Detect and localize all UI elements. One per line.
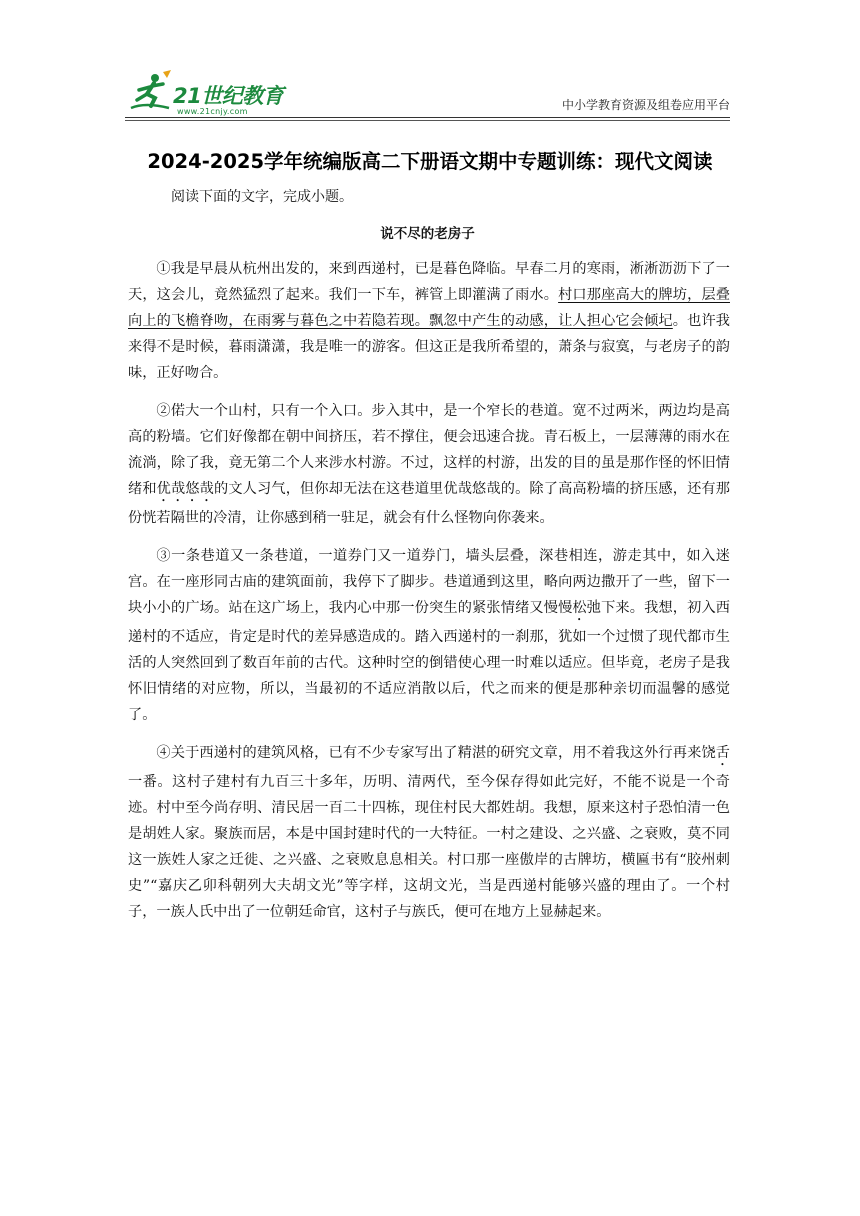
platform-label: 中小学教育资源及组卷应用平台: [561, 98, 730, 112]
logo: [125, 68, 295, 118]
p4-text-a: ④关于西递村的建筑风格，已有不少专家写出了精湛的研究文章，用不着我这外行再来饶: [156, 745, 716, 761]
p4-text-c: 一番。这村子建村有九百三十多年，历明、清两代，至今保存得如此完好，不能不说是一个奇迹。村中至今尚存明、清民居一百二十四栋，现住村民大都姓胡。我想，原来这村子恐怕清一色是胡姓人家。聚族而居，本是中国封建时代的一大特征。一村之建设、之兴盛、之衰败，莫不同这一族姓人家之迁徙、之兴盛、之衰败息息相关。村口那一座傲岸的古牌坊，横匾书有“胶州刺史”“嘉庆乙卯科朝列大夫胡文光”等字样，这胡文光，当是西递村能够兴盛的理由了。一个村子，一族人氏中出了一位朝廷命官，这村子与族氏，便可在地方上显赫起来。: [128, 774, 730, 920]
p3-text-c: 弛下来。我想，初入西递村的不适应，肯定是时代的差异感造成的。踏入西递村的一刹那，犹如一个过惯了现代都市生活的人突然回到了数百年前的古代。这种时空的倒错使心理一时难以适应。但毕竟，老房子是我怀旧情绪的对应物，所以，当最初的不适应消散以后，代之而来的便是那种亲切而温馨的感觉了。: [128, 600, 730, 723]
p4-emphasis: 舌: [715, 745, 730, 761]
paragraph-1: [128, 256, 730, 386]
header-divider-thin: [125, 120, 730, 121]
paragraph-4: [128, 740, 730, 925]
p2-emphasis: 优哉悠哉: [156, 481, 215, 497]
instruction: 阅读下面的文字，完成小题。: [171, 189, 353, 205]
logo-url: www.21cnjy.com: [177, 107, 248, 116]
p2-text-c: 的文人习气，但你却无法在这巷道里优哉悠哉的。除了高高粉墙的挤压感，还有那份恍若隔世的冷清，让你感到稍一驻足，就会有什么怪物向你袭来。: [128, 481, 730, 526]
p2-text-a: ②偌大一个山村，只有一个入口。步入其中，是一个窄长的巷道。宽不过两米，两边均是高高的粉墙。它们好像都在朝中间挤压，若不撑住，便会迅速合拢。青石板上，一层薄薄的雨水在流淌，除了我，竟无第二个人来涉水村游。不过，这样的村游，出发的目的虽是那作怪的怀旧情绪和: [128, 403, 730, 497]
paragraph-2: [128, 398, 730, 531]
article-title: 说不尽的老房子: [380, 226, 475, 242]
header-divider: [125, 117, 730, 118]
runner-logo-icon: [125, 68, 175, 118]
p1-text-a: ①我是早晨从杭州出发的，来到西递村，已是暮色降临。早春二月的寒雨，淅淅沥沥下了一天，这会儿，竟然猛烈了起来。我们一下车，裤管上即灌满了雨水。: [128, 261, 730, 303]
p3-emphasis: 松: [572, 600, 587, 616]
article-body: [128, 256, 730, 937]
logo-text: 21世纪教育: [173, 84, 284, 108]
paragraph-3: [128, 543, 730, 728]
document-title: 2024-2025学年统编版高二下册语文期中专题训练：现代文阅读: [147, 150, 713, 173]
p3-text-a: ③一条巷道又一条巷道，一道券门又一道券门，墙头层叠，深巷相连，游走其中，如入迷宫。在一座形同古庙的建筑面前，我停下了脚步。巷道通到这里，略向两边撒开了一些，留下一块小小的广场。站在这广场上，我内心中那一份突生的紧张情绪又慢慢: [128, 548, 730, 616]
p1-text-c: 。也许我来得不是时候，暮雨潇潇，我是唯一的游客。但这正是我所希望的，萧条与寂寞，与老房子的韵味，正好吻合。: [128, 313, 730, 381]
page-header: [125, 62, 730, 120]
p1-underlined: 村口那座高大的牌坊，层叠向上的飞檐脊吻，在雨雾与暮色之中若隐若现。飘忽中产生的动感，让人担心它会倾圮: [128, 287, 730, 329]
